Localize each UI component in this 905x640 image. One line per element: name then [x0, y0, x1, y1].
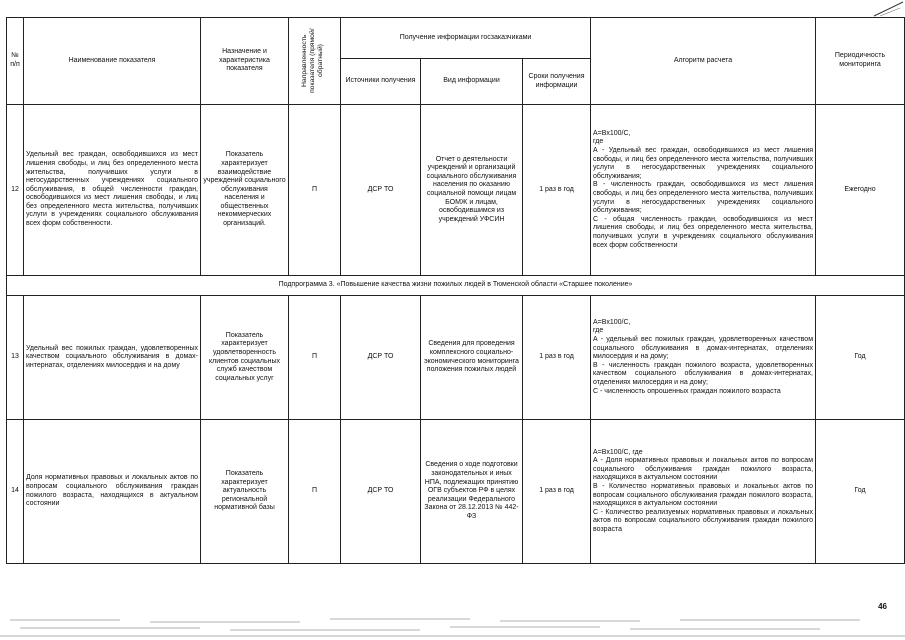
row-deadline: 1 раз в год	[523, 420, 591, 564]
indicators-table	[6, 17, 905, 564]
page-number: 46	[878, 602, 887, 611]
row-name: Удельный вес граждан, освободившихся из мест лишения свободы, и лиц без определенного места жительства, получивших услуги в негосударственных учреждениях социального обслуживания, в общей численности граждан, освободившихся из мест лишения свободы, и лиц без определенного места жительства, получивших услуги в учреждениях социального обслуживания всех форм собственности.	[24, 105, 201, 276]
algorithm-line: А=Вх100/С,	[593, 318, 631, 326]
header-info-group: Получение информации госзаказчиками	[341, 18, 591, 59]
row-num: 14	[7, 420, 24, 564]
header-name: Наименование показателя	[24, 18, 201, 105]
row-source: ДСР ТО	[341, 105, 421, 276]
row-purpose: Показатель характеризует актуальность региональной нормативной базы	[201, 420, 289, 564]
header-deadlines: Сроки получения информации	[523, 59, 591, 105]
table-row	[7, 296, 905, 420]
algorithm-line: А - Доля нормативных правовых и локальных актов по вопросам социального обслуживания граждан пожилого возраста, находящихся в актуальном состоянии	[593, 457, 814, 482]
algorithm-line: где	[593, 138, 604, 146]
algorithm-line: А - удельный вес пожилых граждан, удовлетворенных качеством социального обслуживания в домах-интернатах, отделениях милосердия и на дому;	[593, 336, 814, 361]
header-purpose: Назначение и характеристика показателя	[201, 18, 289, 105]
table-row	[7, 420, 905, 564]
algorithm-line: В - численность граждан пожилого возраста, удовлетворенных качеством социального обслуживания в домах-интернатах, отделениях милосердия и на дому;	[593, 361, 814, 386]
table-row	[7, 105, 905, 276]
row-deadline: 1 раз в год	[523, 105, 591, 276]
header-num: № п/п	[7, 18, 24, 105]
row-name: Удельный вес пожилых граждан, удовлетворенных качеством социального обслуживания в домах-интернатах, отделениях милосердия и на дому	[24, 296, 201, 420]
row-periodicity: Ежегодно	[816, 105, 905, 276]
scan-noise-footer	[0, 612, 905, 640]
row-algorithm	[591, 420, 816, 564]
row-info-type: Отчет о деятельности учреждений и организаций социального обслуживания населения по оказанию социальной помощи лицам БОМЖ и лицам, освободившимся из учреждений УФСИН	[421, 105, 523, 276]
subprogram-row	[7, 276, 905, 296]
row-source: ДСР ТО	[341, 296, 421, 420]
header-direction-cell	[289, 18, 341, 105]
algorithm-line: С - общая численность граждан, освободившихся из мест лишения свободы, и лиц без определенного места жительства, получивших услуги в учреждениях социального обслуживания всех форм собственности	[593, 215, 814, 249]
algorithm-line: где	[593, 327, 604, 335]
algorithm-line: В - Количество нормативных правовых и локальных актов по вопросам социального обслуживания граждан пожилого возраста, находящихся в актуальном состоянии	[593, 482, 814, 508]
header-info-type: Вид информации	[421, 59, 523, 105]
row-purpose: Показатель характеризует взаимодействие учреждений социального обслуживания населения и общественных некоммерческих организаций.	[201, 105, 289, 276]
row-name: Доля нормативных правовых и локальных актов по вопросам социального обслуживания граждан пожилого возраста, находящихся в актуальном состоянии	[24, 420, 201, 564]
algorithm-line: В - численность граждан, освободившихся из мест лишения свободы, и лиц без определенного места жительства, получивших услуги в негосударственных учреждениях социального обслуживания;	[593, 181, 814, 215]
row-direction: П	[289, 105, 341, 276]
subprogram-title: Подпрограмма 3. «Повышение качества жизни пожилых людей в Тюменской области «Старшее поколение»	[7, 276, 905, 296]
header-direction: Направленность показателя (прямой/обратный)	[300, 28, 324, 94]
header-sources: Источники получения	[341, 59, 421, 105]
header-row	[7, 18, 905, 59]
row-algorithm	[591, 296, 816, 420]
row-info-type: Сведения для проведения комплексного социально-экономического мониторинга положения пожилых людей	[421, 296, 523, 420]
algorithm-line: А=Вх100/С, где	[593, 448, 643, 456]
row-algorithm	[591, 105, 816, 276]
row-purpose: Показатель характеризует удовлетворенность клиентов социальных служб качеством социальных услуг	[201, 296, 289, 420]
row-info-type: Сведения о ходе подготовки законодательных и иных НПА, подлежащих принятию ОГВ субъектов РФ в целях реализации Федерального Закона от 28.12.2013 № 442-ФЗ	[421, 420, 523, 564]
algorithm-line: А=Вх100/С,	[593, 129, 631, 137]
row-num: 12	[7, 105, 24, 276]
row-direction: П	[289, 420, 341, 564]
algorithm-line: С - Количество реализуемых нормативных правовых и локальных актов по вопросам социального обслуживания граждан пожилого возраста	[593, 508, 814, 533]
row-periodicity: Год	[816, 420, 905, 564]
row-direction: П	[289, 296, 341, 420]
row-deadline: 1 раз в год	[523, 296, 591, 420]
row-num: 13	[7, 296, 24, 420]
corner-pen-mark	[840, 0, 905, 18]
row-source: ДСР ТО	[341, 420, 421, 564]
header-algorithm: Алгоритм расчета	[591, 18, 816, 105]
algorithm-line: А - Удельный вес граждан, освободившихся из мест лишения свободы, и лиц без определенного места жительства, получивших услуги в негосударственных учреждениях социального обслуживания;	[593, 147, 814, 180]
header-periodicity: Периодичность мониторинга	[816, 18, 905, 105]
row-periodicity: Год	[816, 296, 905, 420]
algorithm-line: С - численность опрошенных граждан пожилого возраста	[593, 387, 781, 395]
